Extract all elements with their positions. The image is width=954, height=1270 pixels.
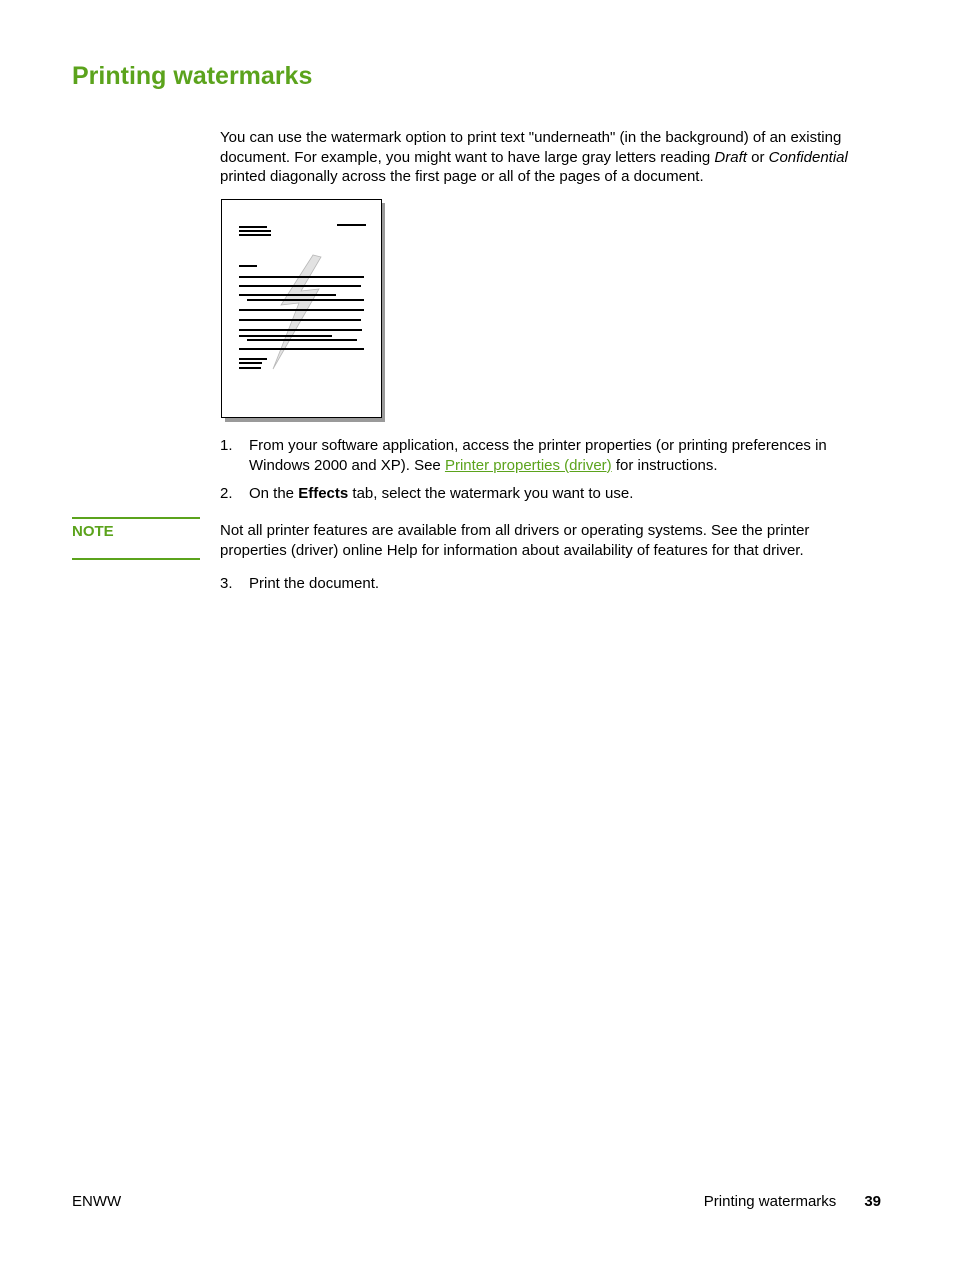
footer-section: Printing watermarks: [703, 1193, 837, 1210]
step-text: From your software application, access the printer properties (or printing preferences in Windows 2000 and XP). See Printer properties (driver) for instructions.: [249, 437, 827, 474]
step-number: 3.: [220, 575, 233, 592]
page-title: Printing watermarks: [72, 62, 313, 90]
step-text: On the Effects tab, select the watermark you want to use.: [249, 485, 634, 502]
step-text: Print the document.: [249, 575, 380, 592]
footer-right: [704, 1193, 881, 1210]
effects-tab-name: Effects: [298, 485, 349, 502]
printer-properties-link[interactable]: Printer properties (driver): [444, 456, 612, 474]
note-text: Not all printer features are available from all drivers or operating systems. See the printer properties (driver) online Help for information about availability of features for that driver.: [220, 522, 810, 559]
note-label: NOTE: [72, 523, 114, 540]
footer-left: ENWW: [72, 1193, 122, 1210]
intro-text: or: [746, 148, 769, 166]
intro-paragraph: [220, 128, 880, 187]
watermark-page-illustration: [221, 199, 385, 423]
step-number: 2.: [220, 485, 233, 502]
intro-text: You can use the watermark option to print text "underneath" (in the background) of an existing document. For example, you might want to have large gray letters reading: [220, 129, 842, 166]
draft-emphasis: Draft: [714, 148, 747, 166]
confidential-emphasis: Confidential: [768, 148, 848, 166]
note-label-box: [72, 517, 200, 560]
page-number: 39: [864, 1193, 881, 1210]
step-number: 1.: [220, 437, 233, 454]
intro-text: printed diagonally across the first page or all of the pages of a document.: [220, 168, 704, 185]
